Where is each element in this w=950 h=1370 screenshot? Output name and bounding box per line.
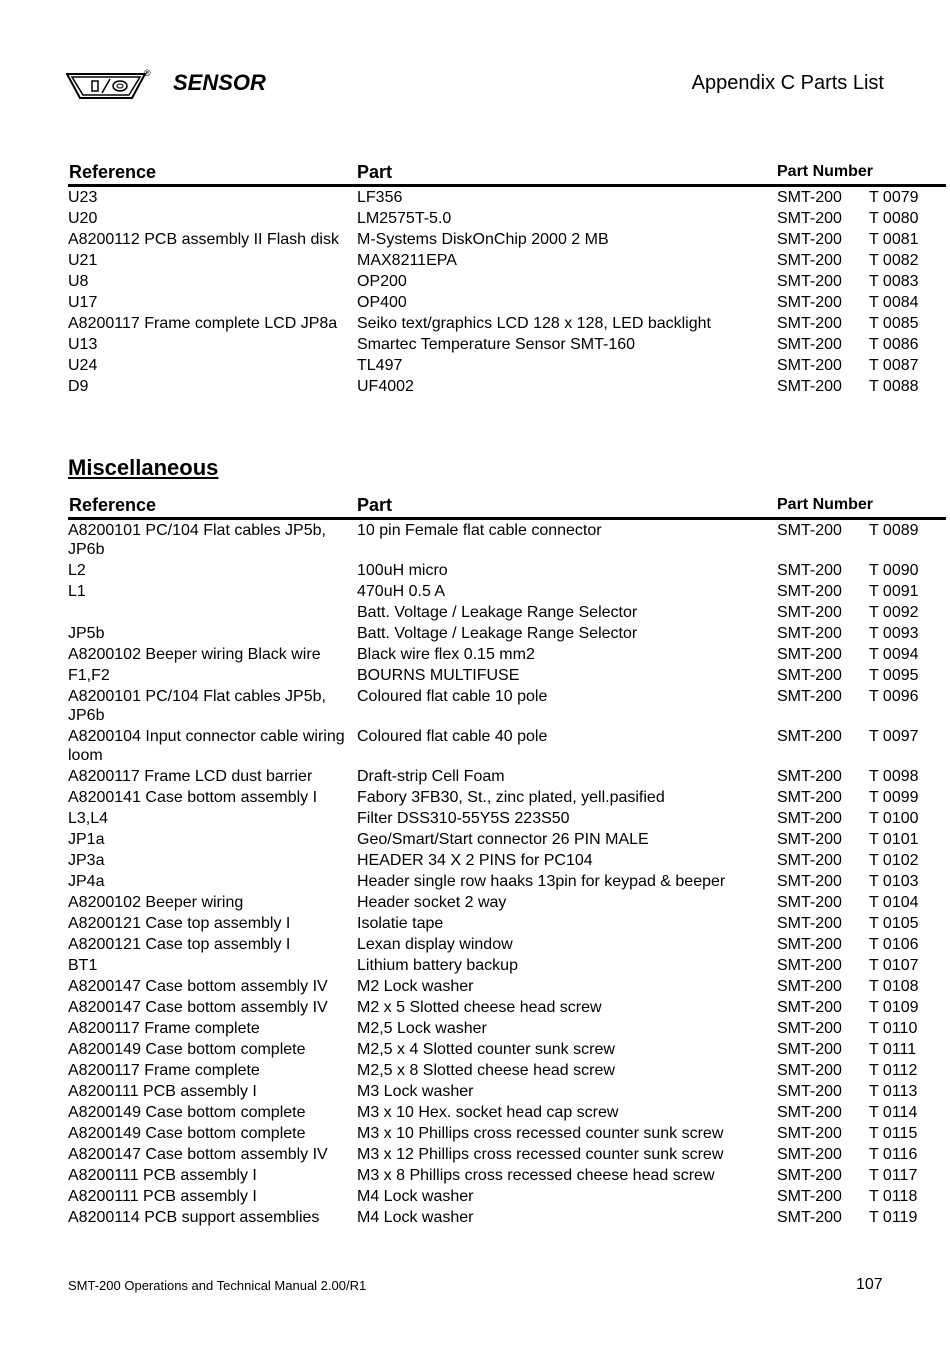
table-row [68, 787, 946, 808]
cell-part: Lithium battery backup [357, 957, 518, 974]
cell-reference: L1 [68, 583, 86, 600]
cell-reference: A8200101 PC/104 Flat cables JP5b, JP6b [68, 522, 326, 558]
table-row [68, 892, 946, 913]
cell-part: Filter DSS310-55Y5S 223S50 [357, 810, 570, 827]
cell-part-number: T 0115 [869, 1125, 918, 1142]
table-row [68, 376, 946, 397]
cell-part-number: T 0093 [869, 625, 919, 642]
cell-part: Coloured flat cable 10 pole [357, 688, 548, 705]
cell-part-number: T 0083 [869, 273, 919, 290]
cell-part-number: T 0108 [869, 978, 919, 995]
cell-part: UF4002 [357, 378, 414, 395]
cell-part-number: T 0111 [869, 1041, 917, 1058]
cell-reference: A8200111 PCB assembly I [68, 1188, 257, 1205]
cell-reference: A8200121 Case top assembly I [68, 915, 291, 932]
cell-part: M3 Lock washer [357, 1083, 474, 1100]
cell-part: M3 x 8 Phillips cross recessed cheese head screw [357, 1167, 715, 1184]
cell-part-number: T 0081 [869, 231, 919, 248]
cell-part: Draft-strip Cell Foam [357, 768, 505, 785]
cell-part-number: T 0084 [869, 294, 919, 311]
cell-model: SMT-200 [777, 915, 842, 932]
column-reference: Reference [69, 495, 157, 515]
table-row [68, 1102, 946, 1123]
cell-part-number: T 0117 [869, 1167, 918, 1184]
table-row [68, 208, 946, 229]
cell-part-number: T 0105 [869, 915, 919, 932]
cell-part-number: T 0103 [869, 873, 919, 890]
table-header [68, 160, 946, 187]
cell-part-number: T 0110 [869, 1020, 918, 1037]
cell-reference: A8200121 Case top assembly I [68, 936, 291, 953]
cell-part-number: T 0094 [869, 646, 919, 663]
cell-model: SMT-200 [777, 294, 842, 311]
cell-model: SMT-200 [777, 231, 842, 248]
cell-reference: A8200111 PCB assembly I [68, 1083, 257, 1100]
cell-part: M3 x 12 Phillips cross recessed counter sunk screw [357, 1146, 724, 1163]
table-row [68, 955, 946, 976]
cell-part: Header socket 2 way [357, 894, 507, 911]
misc-parts-table [68, 493, 946, 1228]
cell-model: SMT-200 [777, 273, 842, 290]
cell-model: SMT-200 [777, 728, 842, 745]
table-row [68, 1207, 946, 1228]
cell-model: SMT-200 [777, 522, 842, 539]
table-row [68, 334, 946, 355]
cell-reference: A8200112 PCB assembly II Flash disk [68, 231, 339, 248]
cell-model: SMT-200 [777, 252, 842, 269]
table-row [68, 976, 946, 997]
table-row [68, 560, 946, 581]
cell-part: 470uH 0.5 A [357, 583, 446, 600]
cell-part: LM2575T-5.0 [357, 210, 452, 227]
cell-model: SMT-200 [777, 189, 842, 206]
cell-reference: A8200147 Case bottom assembly IV [68, 1146, 328, 1163]
table-row [68, 602, 946, 623]
cell-reference: A8200111 PCB assembly I [68, 1167, 257, 1184]
table-row [68, 913, 946, 934]
cell-model: SMT-200 [777, 357, 842, 374]
cell-part: M3 x 10 Phillips cross recessed counter sunk screw [357, 1125, 724, 1142]
table-row [68, 934, 946, 955]
cell-model: SMT-200 [777, 1041, 842, 1058]
cell-part: M-Systems DiskOnChip 2000 2 MB [357, 231, 609, 248]
cell-model: SMT-200 [777, 378, 842, 395]
page-number: 107 [856, 1276, 883, 1293]
cell-model: SMT-200 [777, 210, 842, 227]
table-row [68, 581, 946, 602]
cell-model: SMT-200 [777, 831, 842, 848]
cell-model: SMT-200 [777, 789, 842, 806]
cell-part-number: T 0112 [869, 1062, 918, 1079]
table-row [68, 644, 946, 665]
table-row [68, 1186, 946, 1207]
cell-reference: JP3a [68, 852, 105, 869]
cell-part-number: T 0096 [869, 688, 919, 705]
cell-model: SMT-200 [777, 957, 842, 974]
cell-reference: A8200114 PCB support assemblies [68, 1209, 320, 1226]
cell-part: OP400 [357, 294, 407, 311]
cell-part-number: T 0092 [869, 604, 919, 621]
cell-part: BOURNS MULTIFUSE [357, 667, 520, 684]
cell-reference: U13 [68, 336, 98, 353]
cell-reference: JP1a [68, 831, 105, 848]
table-row [68, 355, 946, 376]
cell-part-number: T 0107 [869, 957, 919, 974]
cell-part: Geo/Smart/Start connector 26 PIN MALE [357, 831, 649, 848]
table-row [68, 292, 946, 313]
cell-reference: A8200149 Case bottom complete [68, 1104, 306, 1121]
table-row [68, 229, 946, 250]
table-row [68, 829, 946, 850]
cell-model: SMT-200 [777, 810, 842, 827]
cell-reference: A8200117 Frame complete LCD JP8a [68, 315, 338, 332]
cell-reference: JP4a [68, 873, 105, 890]
cell-part-number: T 0102 [869, 852, 919, 869]
cell-part-number: T 0116 [869, 1146, 918, 1163]
cell-part-number: T 0087 [869, 357, 919, 374]
footer-manual-title: SMT-200 Operations and Technical Manual 2.00/R1 [68, 1278, 367, 1293]
cell-part: Fabory 3FB30, St., zinc plated, yell.pasified [357, 789, 665, 806]
column-part: Part [357, 495, 393, 515]
cell-model: SMT-200 [777, 768, 842, 785]
table-body [68, 187, 946, 397]
cell-reference: U17 [68, 294, 98, 311]
cell-model: SMT-200 [777, 1062, 842, 1079]
cell-model: SMT-200 [777, 999, 842, 1016]
section-heading: Appendix C Parts List [691, 72, 884, 94]
cell-model: SMT-200 [777, 336, 842, 353]
table-row [68, 313, 946, 334]
cell-part: Seiko text/graphics LCD 128 x 128, LED backlight [357, 315, 711, 332]
cell-reference: A8200117 Frame complete [68, 1062, 260, 1079]
cell-reference: A8200141 Case bottom assembly I [68, 789, 318, 806]
cell-reference: U21 [68, 252, 98, 269]
table-row [68, 871, 946, 892]
cell-reference: A8200101 PC/104 Flat cables JP5b, JP6b [68, 688, 326, 724]
cell-part-number: T 0088 [869, 378, 919, 395]
cell-part: Batt. Voltage / Leakage Range Selector [357, 604, 638, 621]
cell-part-number: T 0109 [869, 999, 919, 1016]
cell-model: SMT-200 [777, 1167, 842, 1184]
table-row [68, 997, 946, 1018]
table-row [68, 766, 946, 787]
cell-reference: F1,F2 [68, 667, 110, 684]
column-reference: Reference [69, 162, 157, 182]
cell-part: Batt. Voltage / Leakage Range Selector [357, 625, 638, 642]
cell-part: HEADER 34 X 2 PINS for PC104 [357, 852, 593, 869]
cell-model: SMT-200 [777, 625, 842, 642]
table-row [68, 250, 946, 271]
cell-model: SMT-200 [777, 1083, 842, 1100]
cell-model: SMT-200 [777, 978, 842, 995]
table-row [68, 1123, 946, 1144]
cell-model: SMT-200 [777, 583, 842, 600]
cell-model: SMT-200 [777, 1020, 842, 1037]
cell-model: SMT-200 [777, 873, 842, 890]
cell-model: SMT-200 [777, 1188, 842, 1205]
cell-model: SMT-200 [777, 646, 842, 663]
cell-part-number: T 0104 [869, 894, 919, 911]
table-row [68, 686, 946, 726]
cell-part: M3 x 10 Hex. socket head cap screw [357, 1104, 619, 1121]
cell-model: SMT-200 [777, 1125, 842, 1142]
cell-part-number: T 0099 [869, 789, 919, 806]
registered-mark: ® [144, 68, 151, 78]
cell-part: M2,5 x 8 Slotted cheese head screw [357, 1062, 615, 1079]
cell-part: MAX8211EPA [357, 252, 457, 269]
cell-reference: U23 [68, 189, 98, 206]
cell-part-number: T 0097 [869, 728, 919, 745]
cell-part: Smartec Temperature Sensor SMT-160 [357, 336, 636, 353]
table-header [68, 493, 946, 520]
cell-model: SMT-200 [777, 852, 842, 869]
cell-reference: BT1 [68, 957, 98, 974]
cell-reference: A8200149 Case bottom complete [68, 1125, 306, 1142]
cell-part-number: T 0089 [869, 522, 919, 539]
cell-model: SMT-200 [777, 667, 842, 684]
cell-reference: L3,L4 [68, 810, 109, 827]
cell-part: TL497 [357, 357, 403, 374]
cell-part: OP200 [357, 273, 407, 290]
cell-reference: A8200117 Frame LCD dust barrier [68, 768, 313, 785]
brand-name: SENSOR [173, 70, 266, 95]
cell-part: M4 Lock washer [357, 1188, 474, 1205]
cell-model: SMT-200 [777, 936, 842, 953]
cell-part-number: T 0091 [869, 583, 919, 600]
cell-part: M2,5 Lock washer [357, 1020, 487, 1037]
cell-reference: U8 [68, 273, 89, 290]
table-row [68, 1039, 946, 1060]
cell-reference: A8200102 Beeper wiring [68, 894, 244, 911]
cell-part-number: T 0086 [869, 336, 919, 353]
cell-model: SMT-200 [777, 315, 842, 332]
cell-part: M2,5 x 4 Slotted counter sunk screw [357, 1041, 615, 1058]
cell-part-number: T 0114 [869, 1104, 918, 1121]
cell-reference: A8200117 Frame complete [68, 1020, 260, 1037]
table-row [68, 808, 946, 829]
cell-reference: L2 [68, 562, 86, 579]
cell-part: Black wire flex 0.15 mm2 [357, 646, 535, 663]
cell-part: LF356 [357, 189, 403, 206]
cell-part-number: T 0095 [869, 667, 919, 684]
table-row [68, 187, 946, 208]
cell-part: Isolatie tape [357, 915, 444, 932]
cell-part: M2 x 5 Slotted cheese head screw [357, 999, 602, 1016]
table-row [68, 850, 946, 871]
table-row [68, 1144, 946, 1165]
cell-model: SMT-200 [777, 562, 842, 579]
cell-part-number: T 0113 [869, 1083, 918, 1100]
page-header [66, 68, 884, 104]
cell-part-number: T 0090 [869, 562, 919, 579]
cell-part-number: T 0080 [869, 210, 919, 227]
cell-part: 100uH micro [357, 562, 448, 579]
cell-model: SMT-200 [777, 894, 842, 911]
cell-part-number: T 0079 [869, 189, 919, 206]
cell-model: SMT-200 [777, 1146, 842, 1163]
cell-part-number: T 0100 [869, 810, 919, 827]
table-row [68, 623, 946, 644]
cell-part-number: T 0118 [869, 1188, 918, 1205]
table-row [68, 1060, 946, 1081]
cell-model: SMT-200 [777, 604, 842, 621]
parts-table [68, 160, 946, 397]
column-part-number: Part Number [777, 496, 874, 513]
section-title-miscellaneous: Miscellaneous [68, 455, 219, 480]
cell-part: M4 Lock washer [357, 1209, 474, 1226]
cell-reference: U24 [68, 357, 98, 374]
cell-reference: A8200147 Case bottom assembly IV [68, 978, 328, 995]
table-body [68, 520, 946, 1228]
cell-reference: A8200102 Beeper wiring Black wire [68, 646, 321, 663]
column-part: Part [357, 162, 393, 182]
cell-part-number: T 0101 [869, 831, 919, 848]
column-part-number: Part Number [777, 163, 874, 180]
cell-reference: A8200147 Case bottom assembly IV [68, 999, 328, 1016]
table-row [68, 1165, 946, 1186]
cell-part-number: T 0106 [869, 936, 919, 953]
company-logo-icon [66, 72, 146, 100]
cell-part: Header single row haaks 13pin for keypad & beeper [357, 873, 726, 890]
cell-reference: D9 [68, 378, 89, 395]
cell-part-number: T 0085 [869, 315, 919, 332]
cell-model: SMT-200 [777, 1104, 842, 1121]
table-row [68, 1018, 946, 1039]
cell-part: Coloured flat cable 40 pole [357, 728, 548, 745]
cell-reference: A8200104 Input connector cable wiring loom [68, 728, 345, 764]
cell-part-number: T 0119 [869, 1209, 918, 1226]
table-row [68, 726, 946, 766]
cell-part-number: T 0098 [869, 768, 919, 785]
cell-model: SMT-200 [777, 1209, 842, 1226]
cell-part: Lexan display window [357, 936, 513, 953]
cell-part-number: T 0082 [869, 252, 919, 269]
cell-model: SMT-200 [777, 688, 842, 705]
table-row [68, 520, 946, 560]
table-row [68, 1081, 946, 1102]
table-row [68, 271, 946, 292]
cell-reference: U20 [68, 210, 98, 227]
cell-part: 10 pin Female flat cable connector [357, 522, 602, 539]
table-row [68, 665, 946, 686]
cell-reference: A8200149 Case bottom complete [68, 1041, 306, 1058]
cell-reference: JP5b [68, 625, 105, 642]
cell-part: M2 Lock washer [357, 978, 474, 995]
